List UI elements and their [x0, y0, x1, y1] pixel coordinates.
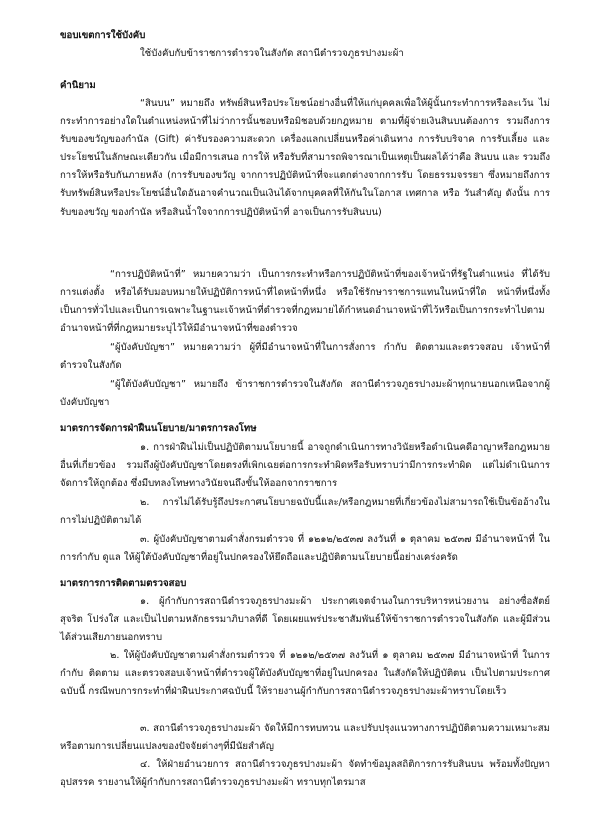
- penalties-heading: มาตรการจัดการฝ่าฝืนนโยบาย/มาตรการลงโทษ: [60, 423, 257, 434]
- penalty-item-1: ๑. การฝ่าฝืนไม่เป็นปฏิบัติตามนโยบายนี้ อาจถูกดำเนินการทางวินัยหรือดำเนินคดีอาญาหรือกฎหมาย อื่นที่เกี่ยวข้อง รวมถึงผู้บังคับบัญชาโดยตรงที่เพิกเฉยต่อการกระทำผิดหรือรับทราบว่ามีการกระทำผิด แต่ไม่ดำเนินการจัดการให้ถูกต้อง ซึ่งมีบทลงโทษทางวินัยจนถึงขั้นให้ออกจากราชการ: [60, 442, 550, 490]
- monitoring-item-1: ๑. ผู้กำกับการสถานีตำรวจภูธรปางมะผ้า ประกาศเจตจำนงในการบริหารหน่วยงาน อย่างซื่อสัตย์ สุจริต โปร่งใส และเป็นไปตามหลักธรรมาภิบาลที่ดี โดยเผยแพร่ประชาสัมพันธ์ให้ข้าราชการตำรวจในสังกัด และผู้มีส่วนได้ส่วนเสียภายนอกทราบ: [60, 596, 550, 644]
- scope-text: ใช้บังคับกับข้าราชการตำรวจในสังกัด สถานีตำรวจภูธรปางมะผ้า: [140, 48, 404, 59]
- monitoring-item-3: ๓. สถานีตำรวจภูธรปางมะผ้า จัดให้มีการทบทวน และปรับปรุงแนวทางการปฏิบัติตามความเหมาะสมหรือตามการเปลี่ยนแปลงของปัจจัยต่างๆที่มีนัยสำคัญ: [60, 723, 550, 753]
- scope-heading: ขอบเขตการใช้บังคับ: [60, 30, 146, 41]
- definition-supervisor: “ผู้บังคับบัญชา” หมายความว่า ผู้ที่มีอำนาจหน้าที่ในการสั่งการ กำกับ ติดตามและตรวจสอบ เจ้าหน้าที่ตำรวจในสังกัด: [60, 342, 550, 372]
- definition-subordinate: “ผู้ใต้บังคับบัญชา” หมายถึง ข้าราชการตำรวจในสังกัด สถานีตำรวจภูธรปางมะผ้าทุกนายนอกเหนือจากผู้บังคับบัญชา: [60, 379, 550, 409]
- monitoring-item-4: ๔. ให้ฝ่ายอำนวยการ สถานีตำรวจภูธรปางมะผ้า จัดทำข้อมูลสถิติการการรับสินบน พร้อมทั้งปัญหา อุปสรรค รายงานให้ผู้กำกับการสถานีตำรวจภูธรปางมะผ้า ทราบทุกไตรมาส: [60, 759, 550, 789]
- penalty-item-2: ๒. การไม่ได้รับรู้ถึงประกาศนโยบายฉบับนี้และ/หรือกฎหมายที่เกี่ยวข้องไม่สามารถใช้เป็นข้ออ้างในการไม่ปฏิบัติตามได้: [60, 497, 550, 527]
- penalty-item-3: ๓. ผู้บังคับบัญชาตามคำสั่งกรมตำรวจ ที่ ๑๒๑๒/๒๕๓๗ ลงวันที่ ๑ ตุลาคม ๒๕๓๗ มีอำนาจหน้าที่ ในการกำกับ ดูแล ให้ผู้ใต้บังคับบัญชาที่อยู่ในปกครองให้ยึดถือและปฏิบัติตามนโยบายนี้อย่างเคร่งครัด: [60, 534, 550, 564]
- monitoring-heading: มาตรการการติดตามตรวจสอบ: [60, 578, 187, 589]
- definition-duty: “การปฏิบัติหน้าที่” หมายความว่า เป็นการกระทำหรือการปฏิบัติหน้าที่ของเจ้าหน้าที่รัฐในตำแหน่ง ที่ได้รับการแต่งตั้ง หรือได้รับมอบหมายให้ปฏิบัติการหน้าที่ไดหน้าที่หนึ่ง หรือใช้รักษาราชการแทนในหน้าที่ใด หน้าที่หนึ่งทั้งเป็นการทั่วไปและเป็นการเฉพาะในฐานะเจ้าหน้าที่ตำรวจที่กฎหมายได้กำหนดอำนาจหน้าที่ไว้หรือเป็นการกระทำไปตามอำนาจหน้าที่ที่กฎหมายระบุไว้ให้มีอำนาจหน้าที่ของตำรวจ: [60, 269, 550, 335]
- monitoring-item-2: ๒. ให้ผู้บังคับบัญชาตามคำสั่งกรมตำรวจ ที่ ๑๒๑๒/๒๕๓๗ ลงวันที่ ๑ ตุลาคม ๒๕๓๗ มีอำนาจหน้าที่ ในการกำกับ ติดตาม และตรวจสอบเจ้าหน้าที่ตำรวจผู้ใต้บังคับบัญชาที่อยู่ในปกครอง ในสังกัดให้ปฏิบัติตน เป็นไปตามประกาศฉบับนี้ กรณีพบการกระทำที่ฝ่าฝืนประกาศฉบับนี้ ให้รายงานผู้กำกับการสถานีตำรวจภูธรปางมะผ้าทราบโดยเร็ว: [60, 650, 550, 698]
- definitions-heading: คำนิยาม: [60, 80, 96, 91]
- definition-bribe: “สินบน” หมายถึง ทรัพย์สินหรือประโยชน์อย่างอื่นที่ให้แก่บุคคลเพื่อให้ผู้นั้นกระทำการหรือละเว้น ไม่กระทำการอย่างใดในตำแหน่งหน้าที่ไม่ว่าการนั้นชอบหรือมิชอบด้วยกฎหมาย ตามที่ผู้จ่ายเงินสินบนต้องการ รวมถึงการรับของขวัญของกำนัล (Gift) ค่ารับรองความสะดวก เครื่องแลกเปลี่ยนหรือค่าเดินทาง การรับบริจาค การรับเลี้ยง และ ประโยชน์ในลักษณะเดียวกัน เมื่อมีการเสนอ การให้ หรือรับที่สามารถพิจารณาเป็นเหตุเป็นผลได้ว่าคือ สินบน และ รวมถึงการให้หรือรับกันภายหลัง (การรับของขวัญ จากการปฏิบัติหน้าที่จะแตกต่างจากการรับ โดยธรรมจรรยา ซึ่งหมายถึงการรับทรัพย์สินหรือประโยชน์อื่นใดอันอาจคำนวณเป็นเงินได้จากบุคคลที่ให้กันในโอกาส เทศกาล หรือ วันสำคัญ ดังนั้น การรับของขวัญ ของกำนัล หรือสินน้ำใจจากการปฏิบัติหน้าที่ อาจเป็นการรับสินบน): [60, 98, 550, 218]
